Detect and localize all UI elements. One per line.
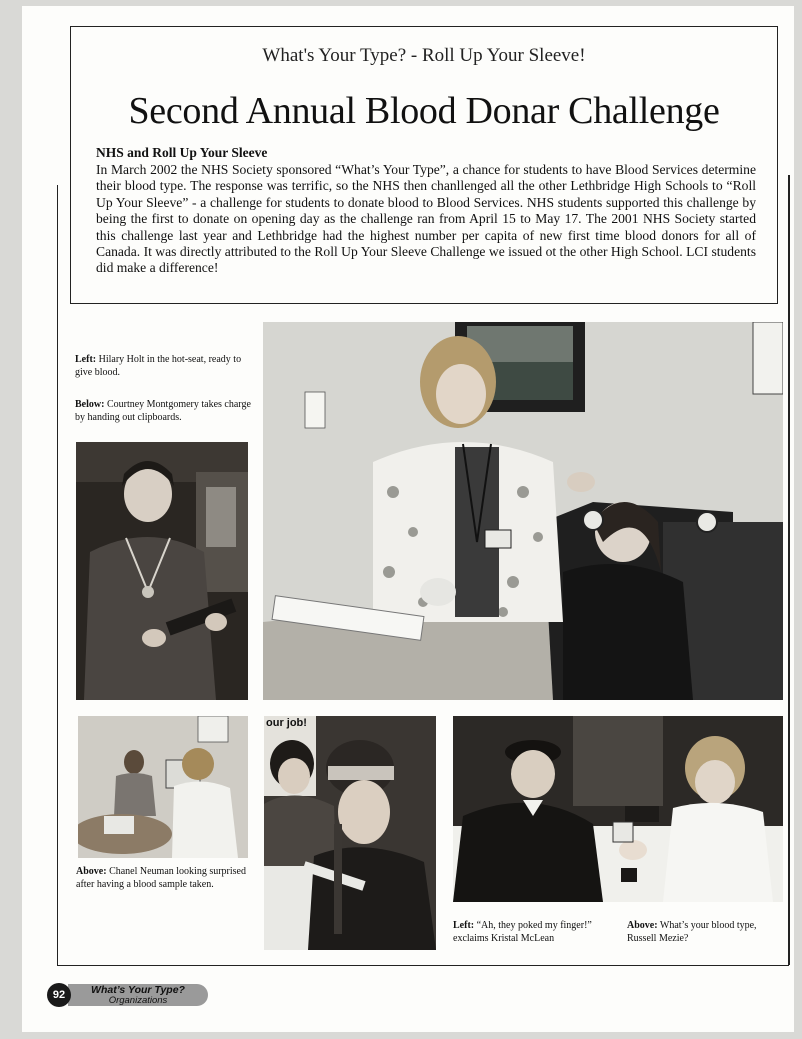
kicker-title: What's Your Type? - Roll Up Your Sleeve! [262,45,586,66]
caption-label: Above: [627,920,658,931]
article-body: In March 2002 the NHS Society sponsored “What’s Your Type”, a chance for students to have Blood Services determine their blood type. The response was terrific, so the NHS then chanllenged all the other Lethbridge High Schools to “Roll Up Your Sleeve” - a challenge for students to donate blood to Blood Services. NHS students supported this challenge by being the first to donate on opening day as the challenge ran from April 15 to May 17. The 2001 NHS Society started this challenge last year and Lethbridge had the highest number per capita of new first time blood donors for all of Canada. It was directly attributed to the Roll Up Your Sleeve Challenge we issued ot the other High School. LCI students did make a difference! [96,162,756,276]
photo-russell [453,716,783,902]
caption-text: Hilary Holt in the hot-seat, ready to give blood. [75,354,242,378]
footer-section-title: What’s Your Type? [91,984,185,996]
page-headline: Second Annual Blood Donar Challenge [128,90,720,132]
caption-label: Above: [76,866,107,877]
caption-kristal [453,920,603,945]
caption-label: Left: [453,920,475,931]
caption-russell [627,920,787,945]
photo-chanel [78,716,248,858]
caption-chanel [76,866,252,891]
photo-courtney-art [76,442,248,700]
photo-hilary-art [263,322,783,700]
photo-hilary-main [263,322,783,700]
footer-section-subtitle: Organizations [108,995,168,1006]
caption-text: What’s your blood type, Russell Mezie? [627,920,757,944]
caption-text: Courtney Montgomery takes charge by handing out clipboards. [75,399,251,423]
right-border-rule [788,175,790,965]
header-box [70,26,778,304]
left-border-rule [57,185,58,965]
photo-kristal-art [264,716,436,950]
bottom-border-rule [57,965,789,966]
photo-chanel-art [78,716,248,858]
caption-text: “Ah, they poked my finger!” exclaims Kristal McLean [453,920,592,944]
photo-kristal [264,716,436,950]
article-subhead: NHS and Roll Up Your Sleeve [96,145,268,160]
caption-courtney [75,399,253,424]
photo-russell-art [453,716,783,902]
page-number: 92 [47,983,71,1007]
photo-sign-text: our job! [266,717,307,729]
caption-text: Chanel Neuman looking surprised after having a blood sample taken. [76,866,246,890]
photo-courtney [76,442,248,700]
caption-label: Below: [75,399,105,410]
caption-label: Left: [75,354,97,365]
caption-hilary [75,354,253,379]
footer-section-tab [68,984,208,1006]
